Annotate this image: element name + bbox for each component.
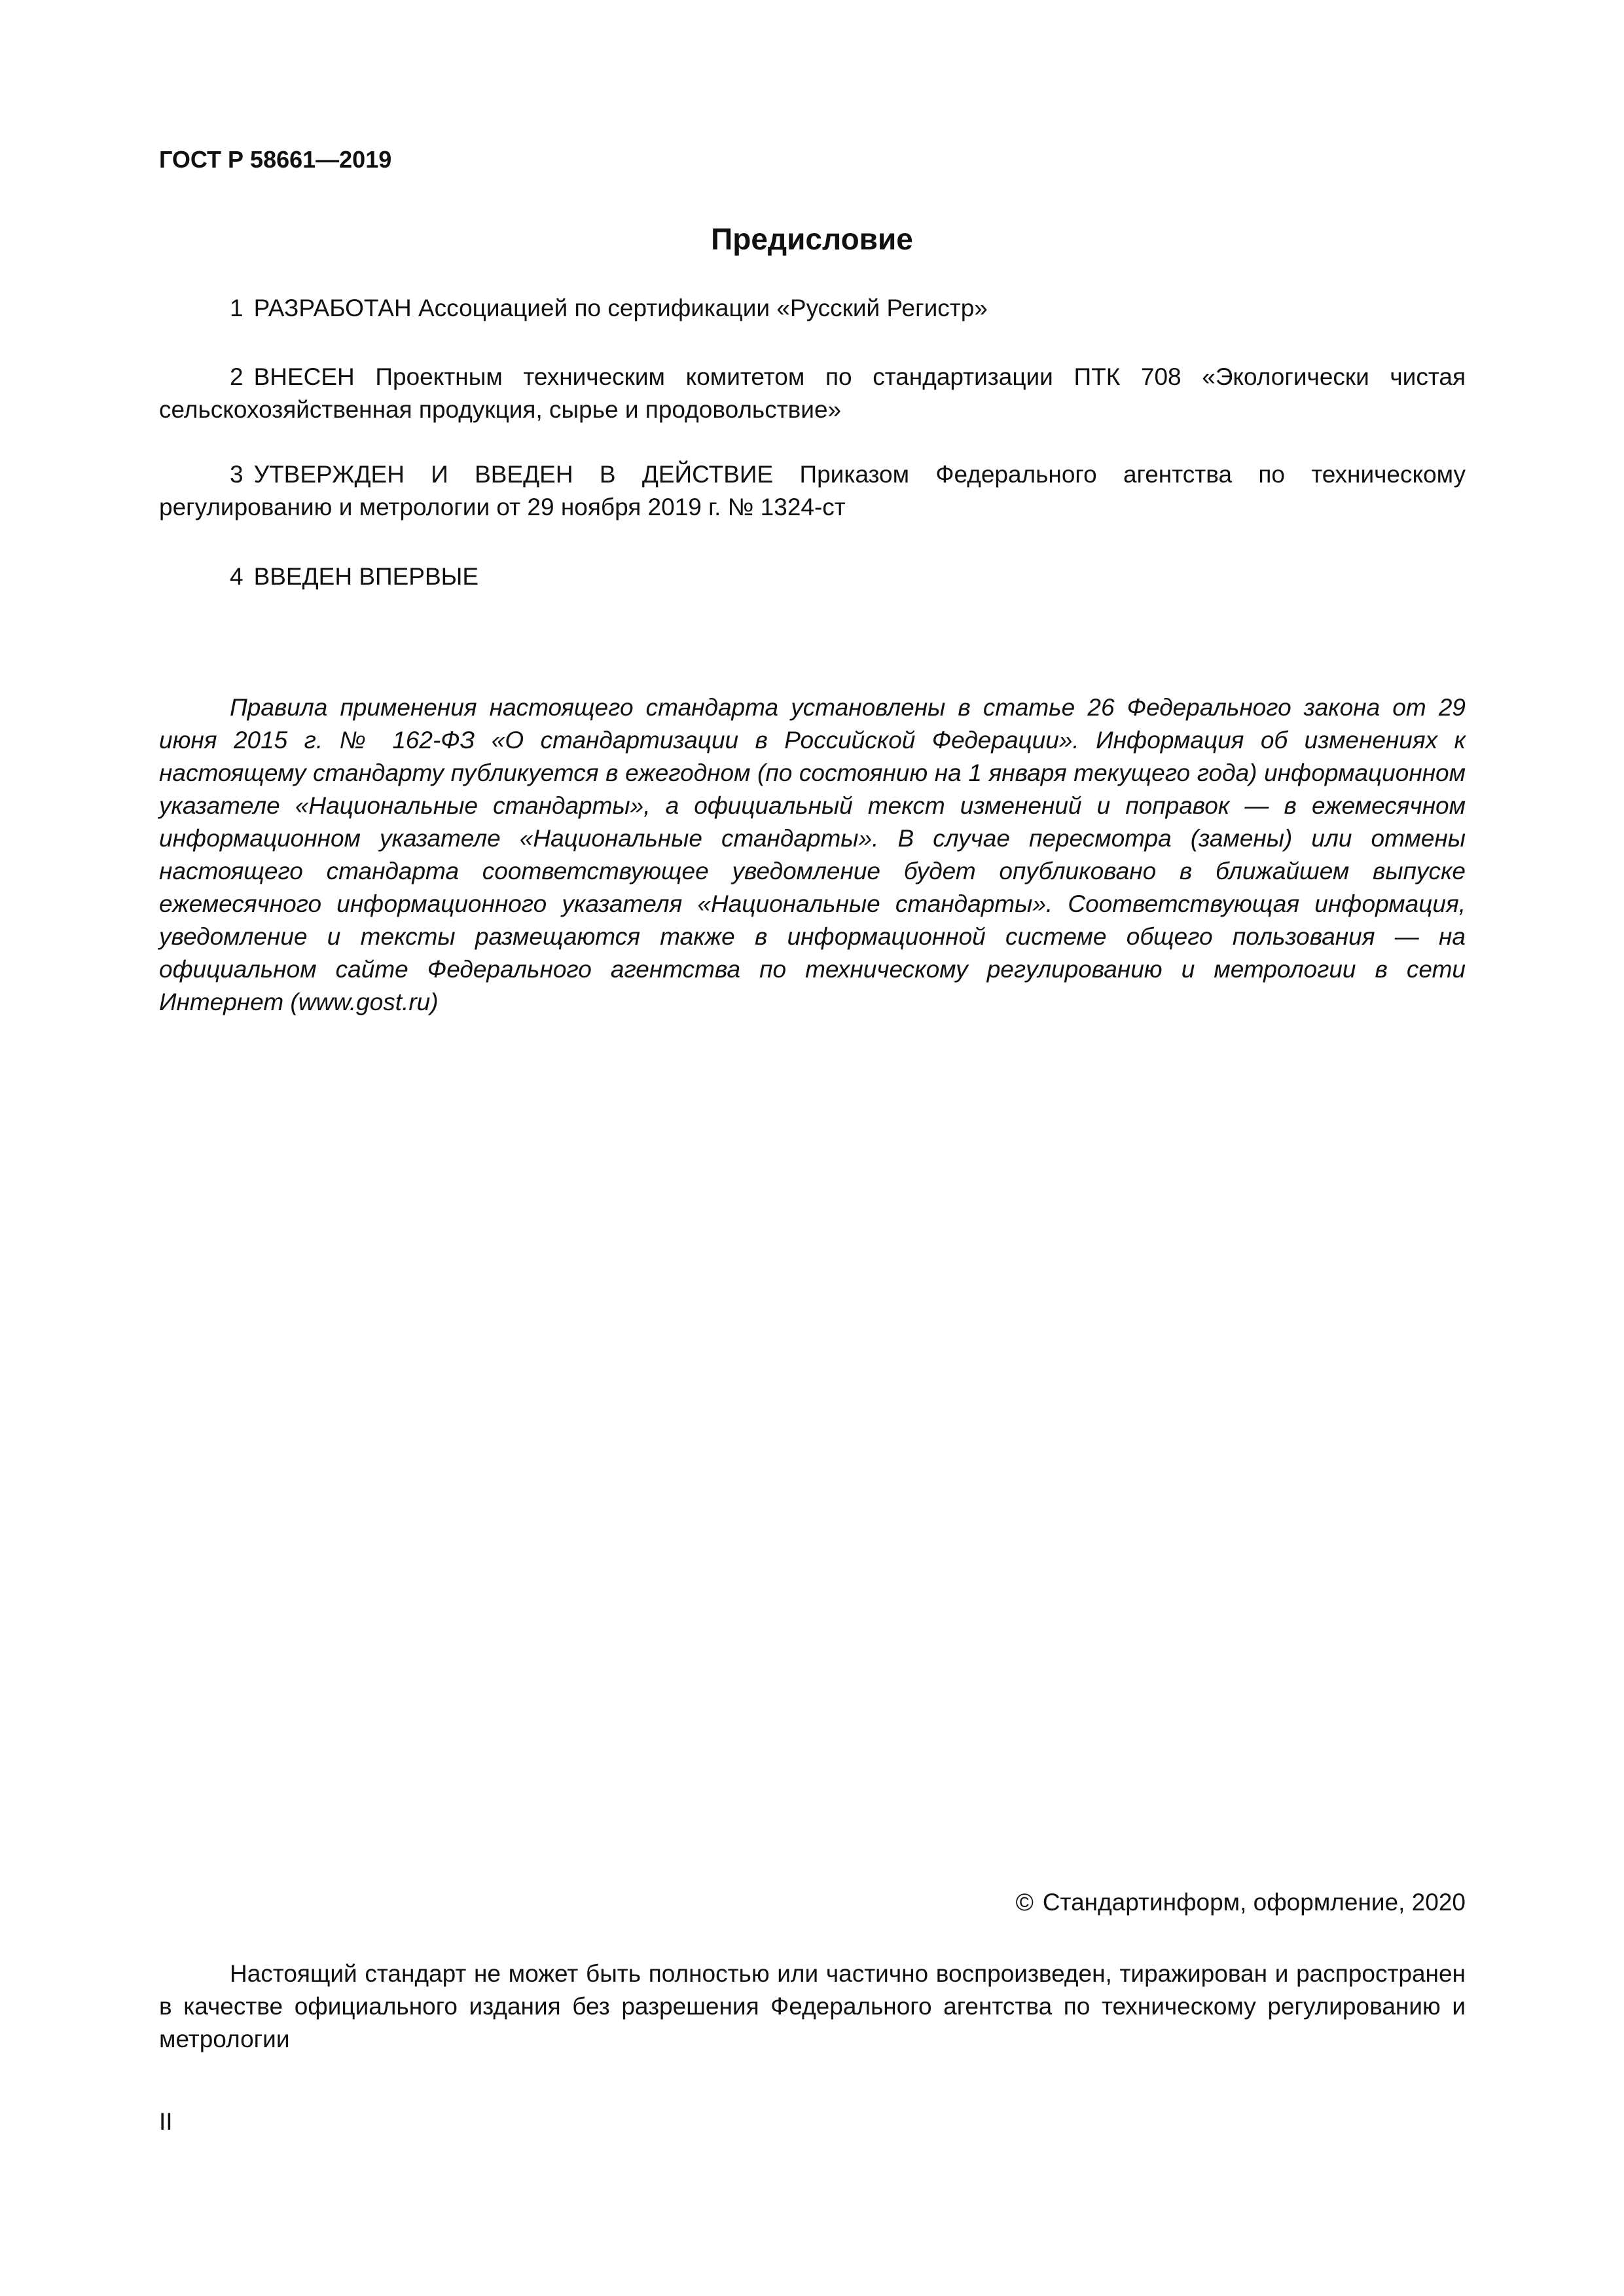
item-text: РАЗРАБОТАН Ассоциацией по сертификации «Русский Регистр» [253,295,988,321]
copyright-line [1016,1888,1466,1917]
item-text: ВВЕДЕН ВПЕРВЫЕ [253,563,479,590]
foreword-item-4 [159,560,1466,593]
item-number: 2 [230,363,244,390]
copyright-icon: © [1015,1889,1034,1916]
item-text: ВНЕСЕН Проектным техническим комитетом по стандартизации ПТК 708 «Экологически чистая сельскохозяйственная продукция, сырье и продовольствие» [159,363,1466,423]
application-rules-notice: Правила применения настоящего стандарта установлены в статье 26 Федерального закона от 29 июня 2015 г. № 162-ФЗ «О стандартизации в Российской Федерации». Информация об изменениях к настоящему стандарту публикуется в ежегодном (по состоянию на 1 января текущего года) информационном указателе «Национальные стандарты», а официальный текст изменений и поправок — в ежемесячном информационном указателе «Национальные стандарты». В случае пересмотра (замены) или отмены настоящего стандарта соответствующее уведомление будет опубликовано в ближайшем выпуске ежемесячного информационного указателя «Национальные стандарты». Соответствующая информация, уведомление и тексты размещаются также в информационной системе общего пользования — на официальном сайте Федерального агентства по техническому регулированию и метрологии в сети Интернет (www.gost.ru) [159,694,1466,1015]
item-text: УТВЕРЖДЕН И ВВЕДЕН В ДЕЙСТВИЕ Приказом Федерального агентства по техническому регулированию и метрологии от 29 ноября 2019 г. № 1324-ст [159,461,1466,520]
reproduction-rights-notice: Настоящий стандарт не может быть полностью или частично воспроизведен, тиражирован и распространен в качестве официального издания без разрешения Федерального агентства по техническому регулированию и метрологии [159,1960,1466,2052]
document-code: ГОСТ Р 58661—2019 [159,146,392,173]
page-number: II [159,2108,173,2135]
page-title: Предисловие [711,222,913,256]
item-number: 1 [230,295,244,321]
foreword-item-2 [159,361,1466,426]
item-number: 4 [230,563,244,590]
item-number: 3 [230,461,244,488]
copyright-text: Стандартинформ, оформление, 2020 [1042,1889,1466,1916]
foreword-item-3 [159,458,1466,524]
foreword-item-1 [159,292,1466,325]
